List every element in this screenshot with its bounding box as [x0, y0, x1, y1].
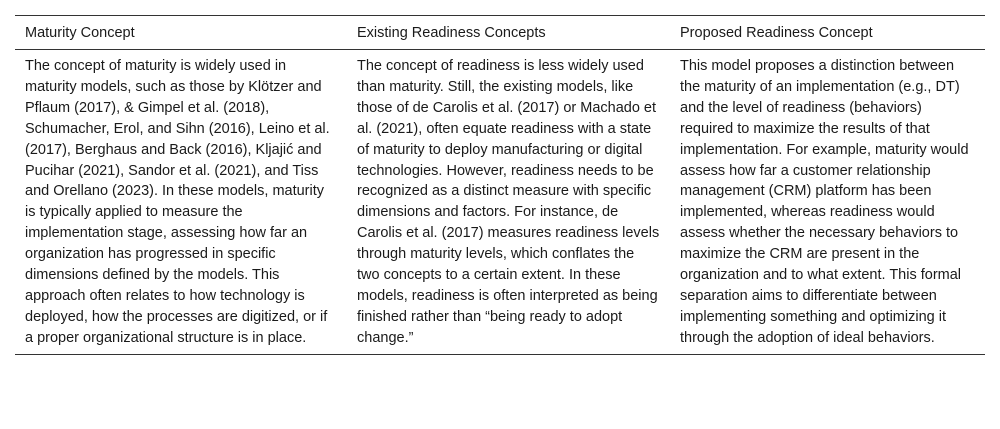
column-header-proposed-readiness-concept: Proposed Readiness Concept — [670, 16, 985, 50]
cell-existing-readiness-concepts — [347, 50, 670, 355]
column-header-maturity-concept: Maturity Concept — [15, 16, 347, 50]
cell-proposed-readiness-concept — [670, 50, 985, 355]
cell-text: The concept of maturity is widely used in maturity models, such as those by Klötzer and Pflaum (2017), & Gimpel et al. (2018), Schumacher, Erol, and Sihn (2016), Leino et al. (2017), Berghaus and Back (2016), Kljajić and Pucihar (2021), Sandor et al. (2021), and Tiss and Orellano (2023). In these models, maturity is typically applied to measure the implementation stage, assessing how far an organization has progressed in specific dimensions defined by the models. This approach often relates to how technology is deployed, how the processes are digitized, or if a proper organizational structure is in place. — [25, 58, 330, 346]
comparison-table — [15, 15, 985, 355]
table-header — [15, 16, 985, 50]
table-row — [15, 50, 985, 355]
table-body — [15, 50, 985, 355]
column-header-existing-readiness-concepts: Existing Readiness Concepts — [347, 16, 670, 50]
comparison-table-container — [15, 15, 985, 355]
cell-text: The concept of readiness is less widely used than maturity. Still, the existing models, like those of de Carolis et al. (2017) or Machado et al. (2021), often equate readiness with a state of maturity to deploy manufacturing or digital technologies. However, readiness needs to be recognized as a distinct measure with specific dimensions and factors. For instance, de Carolis et al. (2017) measures readiness levels through maturity levels, which conflates the two concepts to a certain extent. In these models, readiness is often interpreted as being finished rather than “being ready to adopt change.” — [357, 58, 660, 346]
cell-maturity-concept — [15, 50, 347, 355]
cell-text: This model proposes a distinction between the maturity of an implementation (e.g., DT) and the level of readiness (behaviors) required to maximize the results of that implementation. For example, maturity would assess how far a customer relationship management (CRM) platform has been implemented, whereas readiness would assess whether the necessary behaviors to maximize the CRM are present in the organization and to what extent. This formal separation aims to differentiate between implementing something and optimizing it through the adoption of ideal behaviors. — [680, 58, 969, 346]
header-row — [15, 16, 985, 50]
